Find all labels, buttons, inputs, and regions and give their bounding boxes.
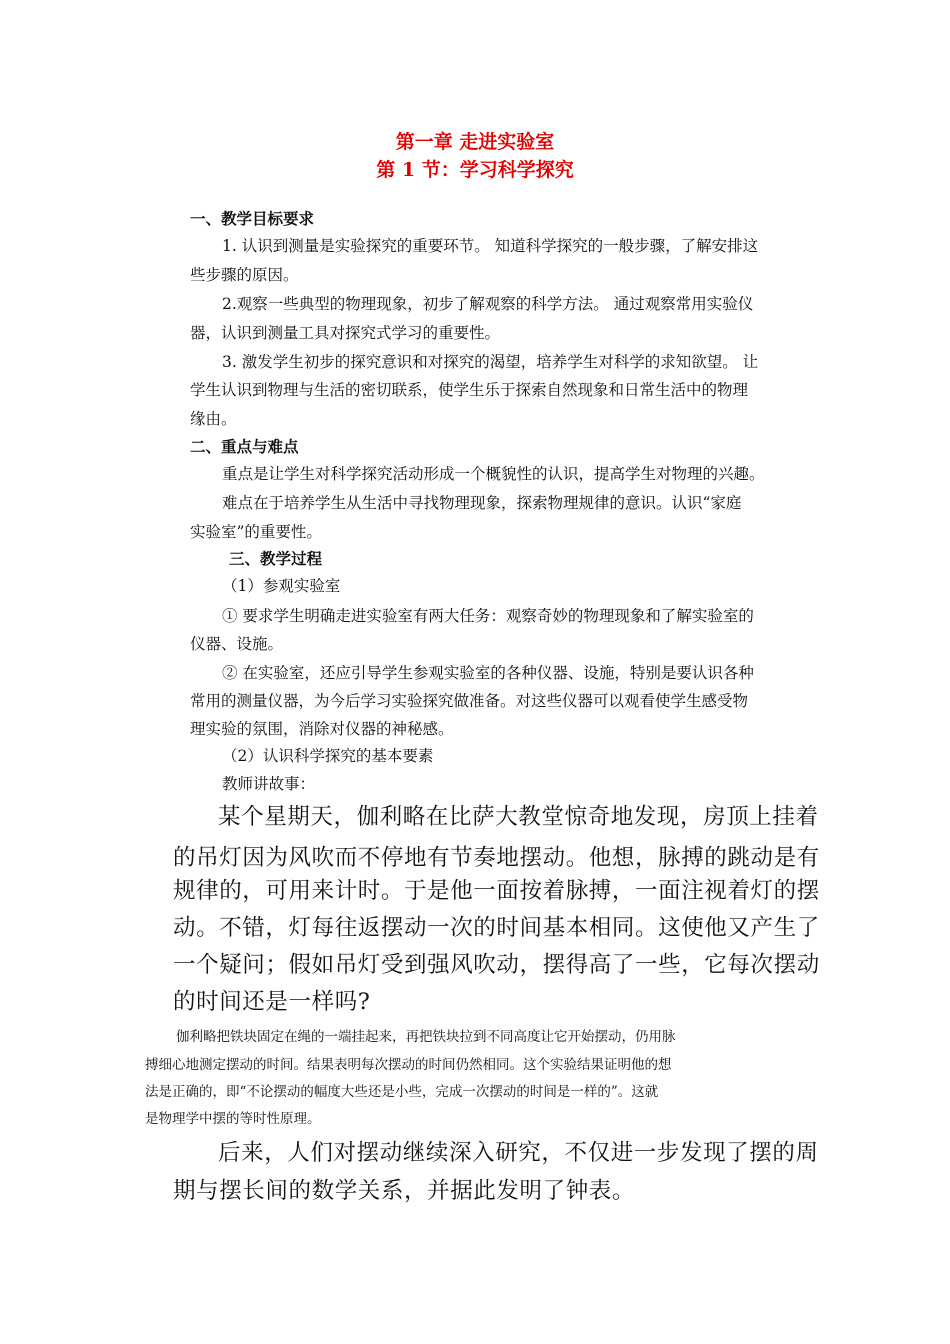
section-heading-process: 三、教学过程: [229, 549, 323, 568]
paragraph-line: 仪器、设施。: [190, 635, 284, 653]
paragraph-line: 器，认识到测量工具对探究式学习的重要性。: [190, 324, 501, 342]
chapter-title: 第一章 走进实验室: [395, 131, 555, 153]
paragraph-line: 实验室”的重要性。: [190, 523, 322, 541]
section-heading-objectives: 一、教学目标要求: [190, 209, 315, 228]
experiment-line: 搏细心地测定摆动的时间。结果表明每次摆动的时间仍然相同。这个实验结果证明他的想: [145, 1057, 672, 1073]
story-line: 一个疑问；假如吊灯受到强风吹动，摆得高了一些，它每次摆动: [173, 952, 820, 978]
paragraph-line: ① 要求学生明确走进实验室有两大任务：观察奇妙的物理现象和了解实验室的: [222, 607, 754, 625]
paragraph-line: 重点是让学生对科学探究活动形成一个概貌性的认识，提高学生对物理的兴趣。: [222, 465, 765, 483]
story-line: 某个星期天，伽利略在比萨大教堂惊奇地发现，房顶上挂着: [218, 804, 819, 830]
paragraph-line: 缘由。: [190, 410, 237, 428]
paragraph-line: 2.观察一些典型的物理现象，初步了解观察的科学方法。 通过观察常用实验仪: [222, 295, 754, 313]
section-heading-focus: 二、重点与难点: [190, 437, 299, 456]
conclusion-line: 期与摆长间的数学关系，并据此发明了钟表。: [173, 1178, 636, 1204]
paragraph-line: 1. 认识到测量是实验探究的重要环节。 知道科学探究的一般步骤，了解安排这: [222, 237, 759, 255]
paragraph-line: 教师讲故事：: [222, 775, 316, 793]
story-line: 的时间还是一样吗?: [173, 989, 371, 1015]
experiment-line: 伽利略把铁块固定在绳的一端挂起来，再把铁块拉到不同高度让它开始摆动，仍用脉: [176, 1029, 676, 1045]
paragraph-line: 理实验的氛围，消除对仪器的神秘感。: [190, 720, 454, 738]
story-line: 动。不错，灯每往返摆动一次的时间基本相同。这使他又产生了: [173, 915, 820, 941]
paragraph-line: 学生认识到物理与生活的密切联系，使学生乐于探索自然现象和日常生活中的物理: [190, 381, 749, 399]
paragraph-line: 常用的测量仪器，为今后学习实验探究做准备。对这些仪器可以观看使学生感受物: [190, 692, 749, 710]
experiment-line: 法是正确的，即“不论摆动的幅度大些还是小些，完成一次摆动的时间是一样的”。这就: [145, 1084, 659, 1100]
paragraph-line: ② 在实验室，还应引导学生参观实验室的各种仪器、设施，特别是要认识各种: [222, 664, 754, 682]
story-line: 规律的，可用来计时。于是他一面按着脉搏，一面注视着灯的摆: [173, 878, 820, 904]
story-line: 的吊灯因为风吹而不停地有节奏地摆动。他想，脉搏的跳动是有: [173, 845, 820, 871]
paragraph-line: （1）参观实验室: [222, 577, 341, 595]
paragraph-line: 3. 激发学生初步的探究意识和对探究的渴望，培养学生对科学的求知欲望。 让: [222, 353, 759, 371]
conclusion-line: 后来，人们对摆动继续深入研究，不仅进一步发现了摆的周: [218, 1140, 819, 1166]
paragraph-line: （2）认识科学探究的基本要素: [222, 747, 434, 765]
experiment-line: 是物理学中摆的等时性原理。: [145, 1111, 321, 1127]
paragraph-line: 难点在于培养学生从生活中寻找物理现象，探索物理规律的意识。认识“家庭: [222, 494, 742, 512]
paragraph-line: 些步骤的原因。: [190, 266, 299, 284]
section-title: 第 1 节：学习科学探究: [376, 159, 574, 181]
